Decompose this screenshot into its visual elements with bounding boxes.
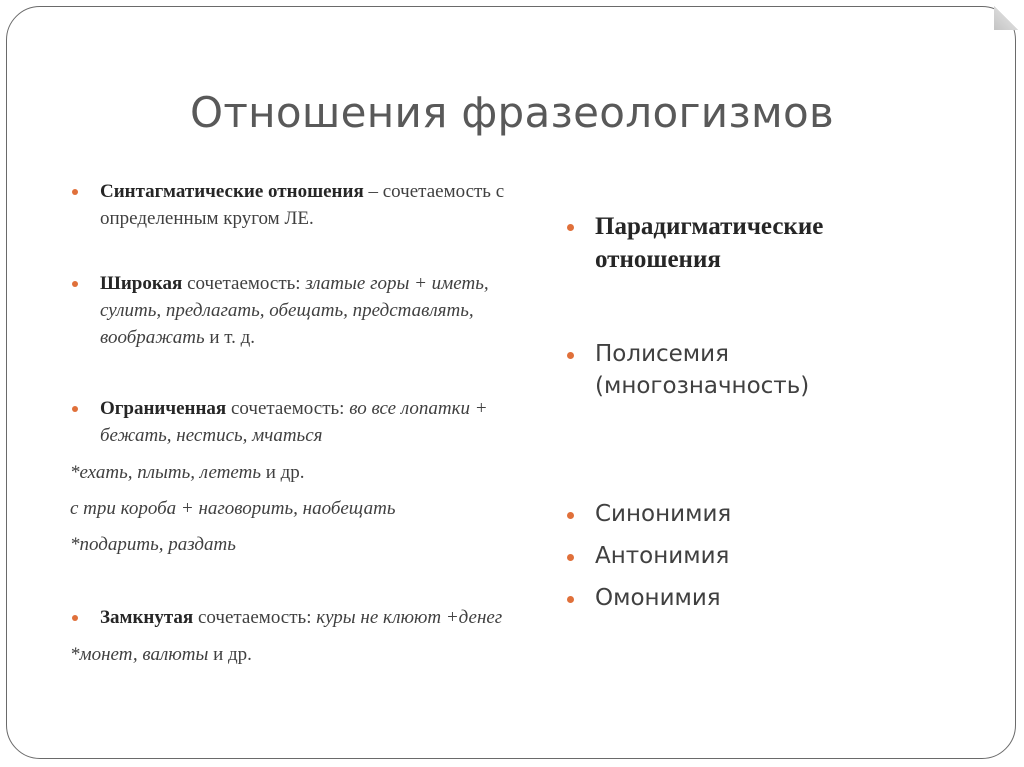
left-column <box>70 178 540 668</box>
limited-example: во все лопатки + бежать, нестись, мчаться <box>100 398 488 446</box>
bullet-closed <box>70 604 540 631</box>
wide-label: сочетаемость: <box>182 273 306 294</box>
bullet-antonymy: Антонимия <box>565 540 995 572</box>
bullet-homonymy: Омонимия <box>565 582 995 614</box>
bullet-wide <box>70 270 540 351</box>
bullet-synonymy: Синонимия <box>565 498 995 530</box>
limited-note-2-italic: с три короба + наговорить, наобещать <box>70 498 396 519</box>
slide-title: Отношения фразеологизмов <box>190 88 835 137</box>
right-column <box>565 210 995 614</box>
limited-note-1-italic: *ехать, плыть, лететь <box>70 462 261 483</box>
limited-note-1 <box>70 459 540 486</box>
bullet-polysemy: Полисемия (многозначность) <box>565 338 855 402</box>
limited-note-1-tail: и др. <box>260 462 305 483</box>
bullet-limited <box>70 395 540 449</box>
limited-term: Ограниченная <box>100 398 227 419</box>
bullet-paradigmatic: Парадигматические отношения <box>565 210 895 276</box>
closed-example: куры не клюют +денег <box>316 607 503 628</box>
closed-note-tail: и др. <box>208 644 252 665</box>
limited-note-3-italic: *подарить, раздать <box>70 534 236 555</box>
syntagmatic-term: Синтагматические отношения <box>100 181 364 202</box>
bullet-syntagmatic <box>70 178 540 232</box>
closed-term: Замкнутая <box>100 607 194 628</box>
closed-note-italic: *монет, валюты <box>70 644 209 665</box>
closed-label: сочетаемость: <box>193 607 317 628</box>
wide-term: Широкая <box>100 273 183 294</box>
wide-tail: и т. д. <box>204 327 256 348</box>
limited-note-2 <box>70 495 540 522</box>
limited-note-3 <box>70 531 540 558</box>
syntagmatic-definition: – сочетаемость с определенным кругом ЛЕ. <box>100 181 505 229</box>
page-curl-corner <box>994 6 1018 30</box>
wide-example: златые горы + иметь, сулить, предлагать, обещать, представлять, воображать <box>100 273 489 348</box>
closed-note <box>70 641 540 668</box>
limited-label: сочетаемость: <box>226 398 350 419</box>
